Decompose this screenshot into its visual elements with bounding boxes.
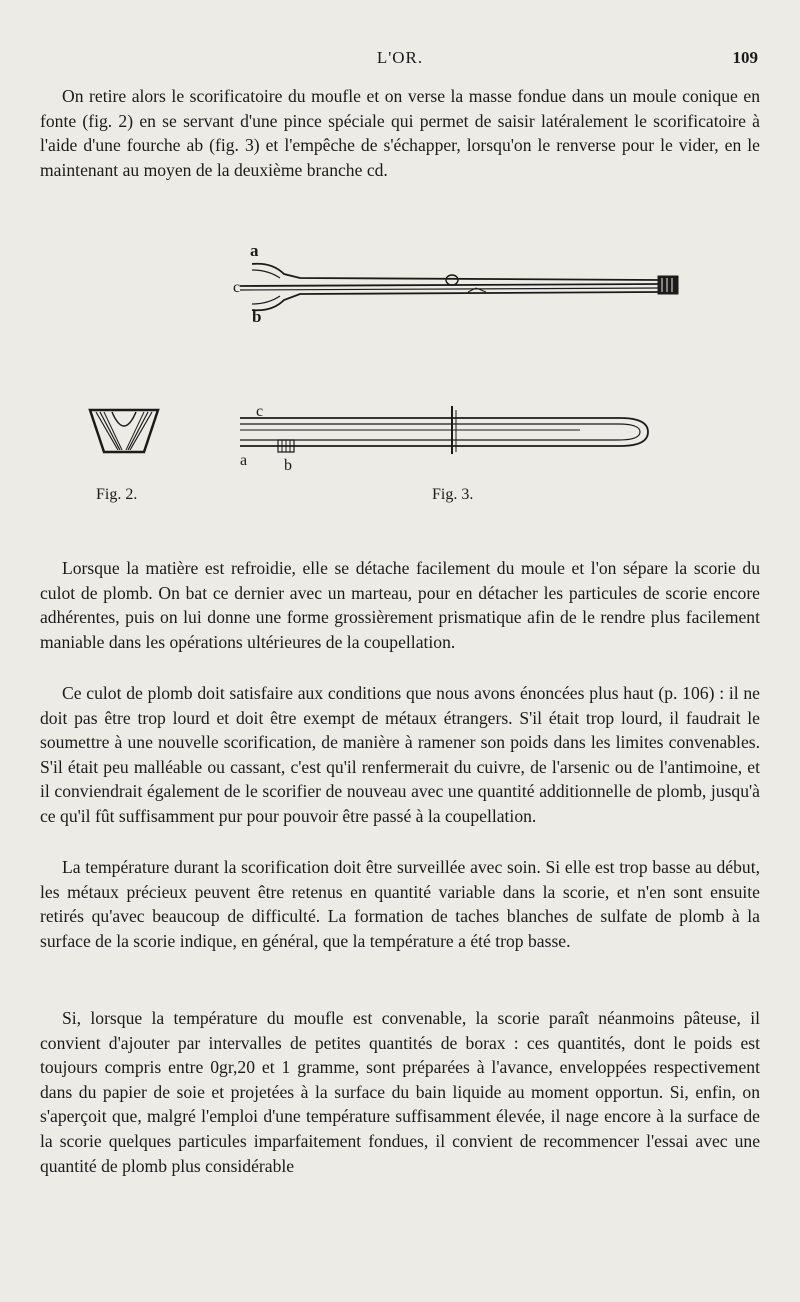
figure-3-caption: Fig. 3. [432, 486, 474, 503]
page-header [40, 46, 760, 72]
tongs-side-view-drawing [240, 264, 678, 311]
page-number: 109 [732, 48, 758, 67]
figures-illustration [40, 240, 760, 540]
figures-area [40, 240, 760, 540]
paragraph-2: Lorsque la matière est refroidie, elle se détache facilement du moule et l'on sépare la scorie du culot de plomb. On bat ce dernier avec un marteau, pour en détacher les particules de scorie encore adhérentes, puis on lui donne une forme grossièrement prismatique afin de le rendre plus facilement maniable dans les opérations ultérieures de la coupellation. [40, 558, 760, 652]
label-c-top: c [233, 279, 241, 296]
tongs-plan-view-drawing [240, 406, 648, 454]
label-b-bottom: b [284, 457, 292, 474]
paragraph-1: On retire alors le scorificatoire du moufle et on verse la masse fondue dans un moule conique en fonte (fig. 2) en se servant d'une pince spéciale qui permet de saisir latéralement le scorificatoire à l'aide d'une fourche ab (fig. 3) et l'empêche de s'échapper, lorsqu'on le renverse pour le vider, en le maintenant au moyen de la deuxième branche cd. [40, 86, 760, 180]
label-a-top: a [250, 241, 259, 260]
label-b-top: b [252, 307, 262, 326]
label-c-bottom: c [256, 403, 264, 420]
paragraph-3: Ce culot de plomb doit satisfaire aux conditions que nous avons énoncées plus haut (p. 106) : il ne doit pas être trop lourd et doit être exempt de métaux étrangers. S'il était trop lourd, il faudrait le soumettre à une nouvelle scorification, de manière à ramener son poids dans les limites convenables. S'il était peu malléable ou cassant, c'est qu'il renfermerait du cuivre, de l'arsenic ou de l'antimoine, et il conviendrait également de le scorifier de nouveau avec une quantité additionnelle de plomb, jusqu'à ce qu'il fût suffisamment pur pour pouvoir être passé à la coupellation. [40, 683, 760, 826]
label-a-bottom: a [240, 452, 248, 469]
conical-mould-drawing [90, 410, 158, 452]
paragraph-4: La température durant la scorification doit être surveillée avec soin. Si elle est trop basse au début, les métaux précieux peuvent être retenus en quantité variable dans la scorie, et n'en sont ensuite retirés qu'avec beaucoup de difficulté. La formation de taches blanches de sulfate de plomb à la surface de la scorie indique, en général, que la température a été trop basse. [40, 857, 760, 951]
paragraph-5: Si, lorsque la température du moufle est convenable, la scorie paraît néanmoins pâteuse, il convient d'ajouter par intervalles de petites quantités de borax : ces quantités, dont le poids est toujours compris entre 0gr,20 et 1 gramme, sont préparées à l'avance, enveloppées respectivement dans du papier de soie et projetées à la surface du bain liquide au moment opportun. Si, enfin, on s'aperçoit que, malgré l'emploi d'une température suffisamment élevée, il nage encore à la surface de la scorie quelques particules imparfaitement fondues, il convient de recommencer l'essai avec une quantité de plomb plus considérable [40, 1008, 760, 1176]
figure-2-caption: Fig. 2. [96, 486, 138, 503]
running-title: L'OR. [376, 48, 424, 67]
